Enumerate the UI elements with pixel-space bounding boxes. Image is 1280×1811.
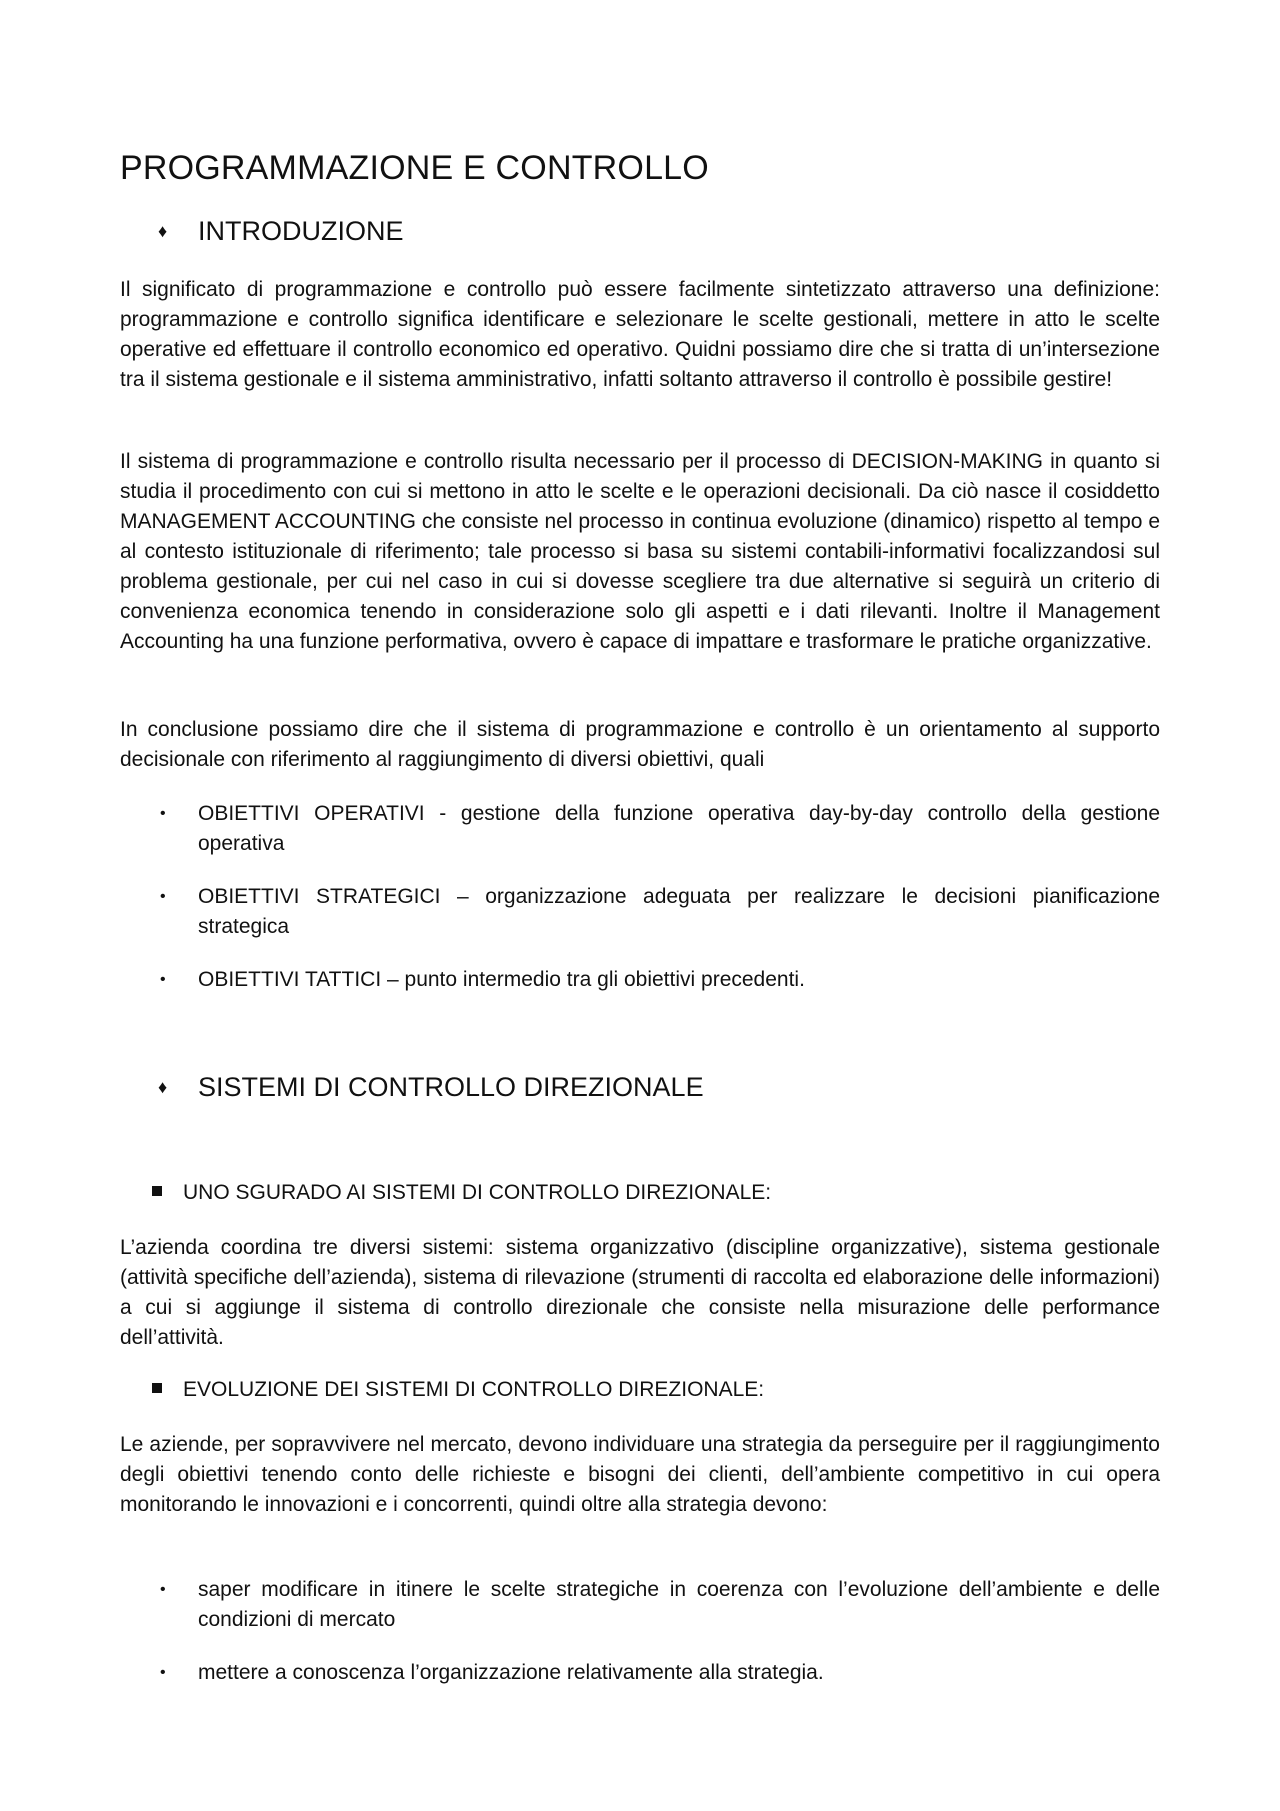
paragraph: L’azienda coordina tre diversi sistemi: sistema organizzativo (discipline organizzative), sistema gestionale (attività specifiche dell’azienda), sistema di rilevazione (strumenti di raccolta ed elaborazione delle informazioni) a cui si aggiunge il sistema di controllo direzionale che consiste nella misurazione delle performance dell’attività. bbox=[120, 1236, 1160, 1349]
bullet-icon: • bbox=[160, 1581, 166, 1598]
bullet-icon: • bbox=[160, 971, 166, 988]
list-item-text: mettere a conoscenza l’organizzazione relativamente alla strategia. bbox=[198, 1661, 824, 1684]
list-item bbox=[120, 1575, 1160, 1635]
list-item-text: OBIETTIVI TATTICI – punto intermedio tra gli obiettivi precedenti. bbox=[198, 968, 805, 991]
diamond-bullet-icon: ♦ bbox=[158, 221, 168, 241]
square-bullet-icon bbox=[152, 1383, 162, 1393]
list-item bbox=[120, 882, 1160, 942]
list-item-text: OBIETTIVI STRATEGICI – organizzazione adeguata per realizzare le decisioni pianificazione strategica bbox=[198, 885, 1160, 938]
paragraph: In conclusione possiamo dire che il sistema di programmazione e controllo è un orientamento al supporto decisionale con riferimento al raggiungimento di diversi obiettivi, quali bbox=[120, 718, 1160, 771]
paragraph: Il sistema di programmazione e controllo risulta necessario per il processo di DECISION-MAKING in quanto si studia il procedimento con cui si mettono in atto le scelte e le operazioni decisionali. Da ciò nasce il cosiddetto MANAGEMENT ACCOUNTING che consiste nel processo in continua evoluzione (dinamico) rispetto al tempo e al contesto istituzionale di riferimento; tale processo si basa su sistemi contabili-informativi focalizzandosi sul problema gestionale, per cui nel caso in cui si dovesse scegliere tra due alternative si seguirà un criterio di convenienza economica tenendo in considerazione solo gli aspetti e i dati rilevanti. Inoltre il Management Accounting ha una funzione performativa, ovvero è capace di impattare e trasformare le pratiche organizzative. bbox=[120, 450, 1160, 653]
paragraph: Le aziende, per sopravvivere nel mercato, devono individuare una strategia da perseguire per il raggiungimento degli obiettivi tenendo conto delle richieste e bisogni dei clienti, dell’ambiente competitivo in cui opera monitorando le innovazioni e i concorrenti, quindi oltre alla strategia devono: bbox=[120, 1433, 1160, 1516]
list-item-text: saper modificare in itinere le scelte strategiche in coerenza con l’evoluzione dell’ambiente e delle condizioni di mercato bbox=[198, 1578, 1160, 1631]
page-title: PROGRAMMAZIONE E CONTROLLO bbox=[120, 149, 709, 187]
bullet-icon: • bbox=[160, 1664, 166, 1681]
subheading-label: UNO SGURADO AI SISTEMI DI CONTROLLO DIREZIONALE: bbox=[183, 1181, 772, 1204]
section-heading-label: SISTEMI DI CONTROLLO DIREZIONALE bbox=[198, 1072, 704, 1102]
subheading-evoluzione bbox=[152, 1378, 764, 1402]
list-item bbox=[120, 799, 1160, 859]
paragraph: Il significato di programmazione e controllo può essere facilmente sintetizzato attraverso una definizione: programmazione e controllo significa identificare e selezionare le scelte gestionali, mettere in atto le scelte operative ed effettuare il controllo economico ed operativo. Quidni possiamo dire che si tratta di un’intersezione tra il sistema gestionale e il sistema amministrativo, infatti soltanto attraverso il controllo è possibile gestire! bbox=[120, 278, 1160, 391]
subheading-sguardo bbox=[152, 1181, 771, 1205]
subheading-label: EVOLUZIONE DEI SISTEMI DI CONTROLLO DIREZIONALE: bbox=[183, 1378, 765, 1401]
list-item bbox=[120, 1658, 1160, 1688]
list-item bbox=[120, 965, 1160, 995]
square-bullet-icon bbox=[152, 1186, 162, 1196]
bullet-icon: • bbox=[160, 888, 166, 905]
list-item-text: OBIETTIVI OPERATIVI - gestione della funzione operativa day-by-day controllo della gestione operativa bbox=[198, 802, 1160, 855]
section-heading-introduzione bbox=[158, 216, 404, 247]
bullet-icon: • bbox=[160, 805, 166, 822]
section-heading-sistemi-di-controllo bbox=[158, 1072, 704, 1103]
section-heading-label: INTRODUZIONE bbox=[198, 216, 404, 246]
diamond-bullet-icon: ♦ bbox=[158, 1077, 168, 1097]
